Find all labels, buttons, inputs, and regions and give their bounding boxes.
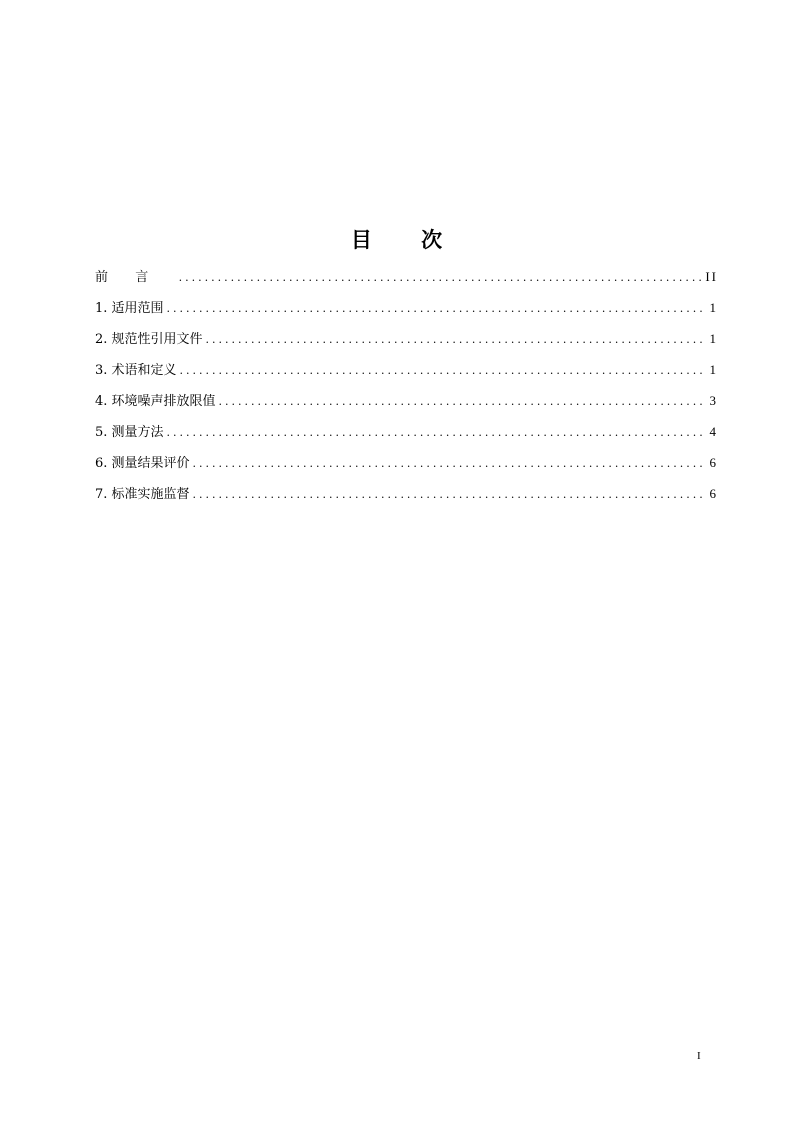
toc-leader-dots xyxy=(219,389,706,415)
toc-entry-label: 7. 标准实施监督 xyxy=(95,487,190,502)
toc-entry-label: 3. 术语和定义 xyxy=(95,363,177,378)
table-of-contents xyxy=(95,264,718,512)
toc-leader-dots xyxy=(206,327,706,353)
toc-entry-foreword[interactable] xyxy=(95,264,718,295)
toc-leader-dots xyxy=(179,265,702,291)
toc-entry-page: 6 xyxy=(709,486,718,501)
toc-entry-label: 4. 环境噪声排放限值 xyxy=(95,394,216,409)
toc-entry-label: 2. 规范性引用文件 xyxy=(95,332,203,347)
toc-entry-label: 5. 测量方法 xyxy=(95,425,164,440)
toc-entry-result-evaluation[interactable] xyxy=(95,450,718,481)
toc-entry-page: 3 xyxy=(709,393,718,408)
toc-leader-dots xyxy=(193,482,706,508)
toc-entry-page: 1 xyxy=(709,362,718,377)
toc-entry-page: 1 xyxy=(709,331,718,346)
toc-leader-dots xyxy=(167,420,706,446)
toc-entry-supervision[interactable] xyxy=(95,481,718,512)
toc-entry-page: 4 xyxy=(709,424,718,439)
toc-entry-label: 前言 xyxy=(95,270,176,285)
toc-entry-measurement-methods[interactable] xyxy=(95,419,718,450)
toc-entry-terms-definitions[interactable] xyxy=(95,357,718,388)
toc-entry-label: 1. 适用范围 xyxy=(95,301,164,316)
toc-entry-noise-limits[interactable] xyxy=(95,388,718,419)
toc-entry-page: 1 xyxy=(709,300,718,315)
toc-leader-dots xyxy=(167,296,706,322)
toc-entry-page: 6 xyxy=(709,455,718,470)
toc-entry-scope[interactable] xyxy=(95,295,718,326)
toc-entry-page: II xyxy=(705,269,718,284)
toc-entry-normative-references[interactable] xyxy=(95,326,718,357)
toc-leader-dots xyxy=(180,358,706,384)
toc-title: 目 次 xyxy=(350,228,464,252)
page-number: I xyxy=(697,1050,701,1062)
toc-entry-label: 6. 测量结果评价 xyxy=(95,456,190,471)
toc-leader-dots xyxy=(193,451,706,477)
